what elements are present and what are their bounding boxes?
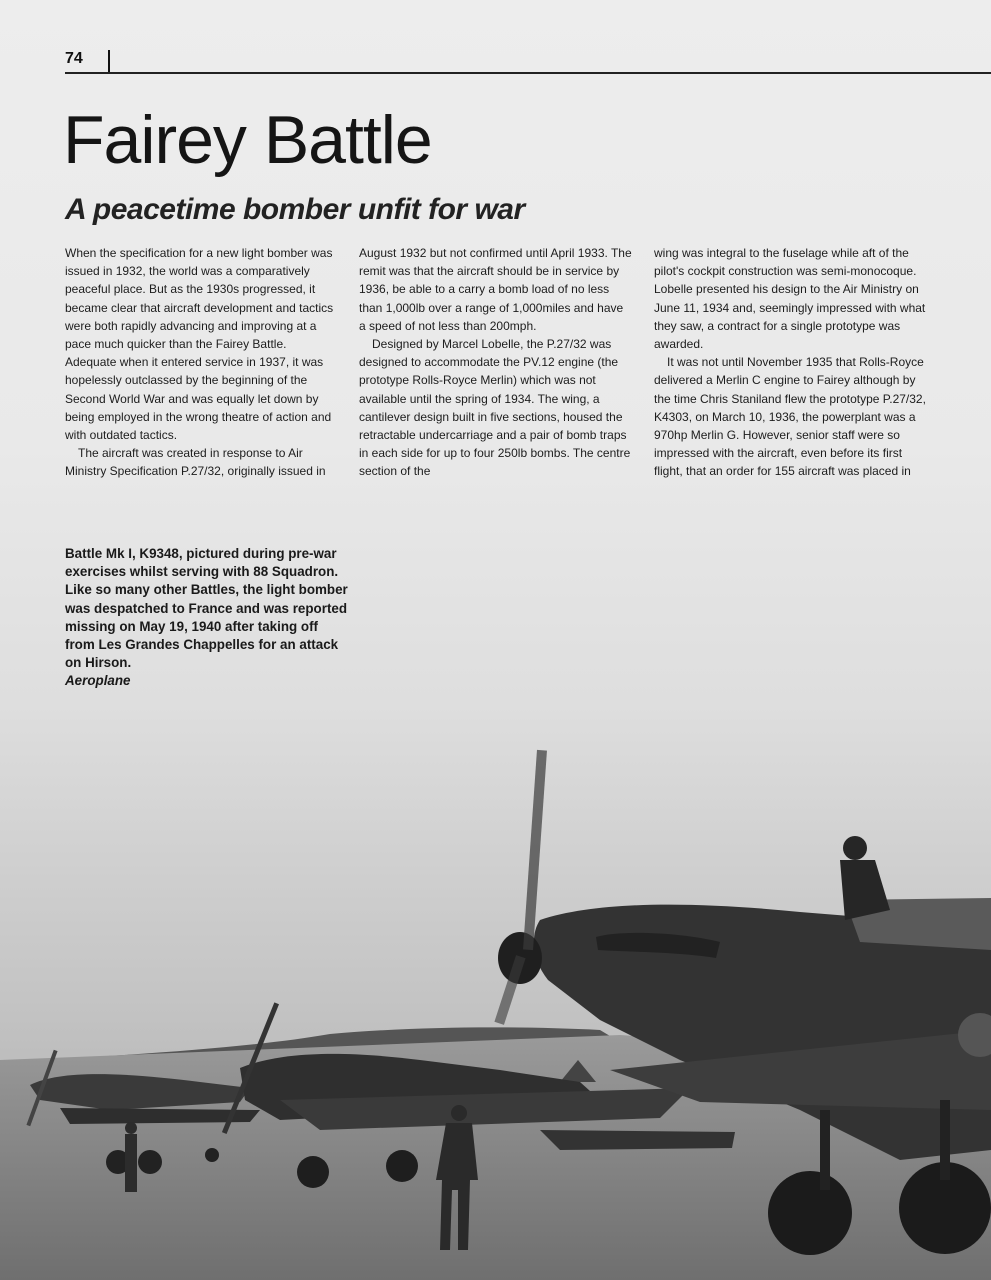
paragraph: It was not until November 1935 that Rolls-Royce delivered a Merlin C engine to Fairey although by the time Chris Staniland flew the prototype P.27/32, K4303, on March 10, 1936, the powerplant was a 970hp Merlin G. However, senior staff were so impressed with the aircraft, even before its first flight, that an order for 155 aircraft was placed in — [654, 355, 926, 479]
paragraph: August 1932 but not confirmed until April 1933. The remit was that the aircraft should be in service by 1936, be able to a carry a bomb load of no less than 1,000lb over a range of 1,000miles and have a speed of not less than 200mph. — [359, 246, 632, 333]
header-rule — [65, 72, 991, 74]
cockpit-crew — [840, 836, 890, 920]
photo-caption — [65, 545, 350, 691]
body-column-1 — [65, 244, 338, 481]
article-title: Fairey Battle — [63, 102, 432, 178]
body-column-2 — [359, 244, 632, 481]
page-number-separator — [108, 50, 110, 72]
article-subtitle: A peacetime bomber unfit for war — [65, 193, 525, 226]
caption-text: Battle Mk I, K9348, pictured during pre-war exercises whilst serving with 88 Squadron. Like so many other Battles, the light bomber was despatched to France and was reported missing on May 19, 1940 after taking off from Les Grandes Chappelles for an attack on Hirson. — [65, 546, 348, 671]
body-column-3 — [654, 244, 927, 481]
photo-credit: Aeroplane — [65, 673, 131, 689]
photo-battle-bombers — [0, 730, 991, 1280]
page-header — [65, 50, 991, 76]
paragraph: Designed by Marcel Lobelle, the P.27/32 was designed to accommodate the PV.12 engine (the prototype Rolls-Royce Merlin) which was not available until the spring of 1934. The wing, a cantilever design built in five sections, housed the retractable undercarriage and a pair of bomb traps in each side for up to four 250lb bombs. The centre section of the — [359, 337, 631, 479]
page-number: 74 — [65, 50, 83, 67]
paragraph: wing was integral to the fuselage while aft of the pilot's cockpit construction was semi-monocoque. Lobelle presented his design to the Air Ministry on June 11, 1934 and, seemingly impressed with what they saw, a contract for a single prototype was awarded. — [654, 246, 926, 352]
paragraph: When the specification for a new light bomber was issued in 1932, the world was a comparatively peaceful place. But as the 1930s progressed, it became clear that aircraft development and tactics were both rapidly advancing and improving at a pace much quicker than the Fairey Battle. Adequate when it entered service in 1937, it was hopelessly outclassed by the beginning of the Second World War and was equally let down by being employed in the wrong theatre of action and with outdated tactics. — [65, 246, 334, 443]
paragraph: The aircraft was created in response to Air Ministry Specification P.27/32, originally issued in — [65, 446, 326, 479]
